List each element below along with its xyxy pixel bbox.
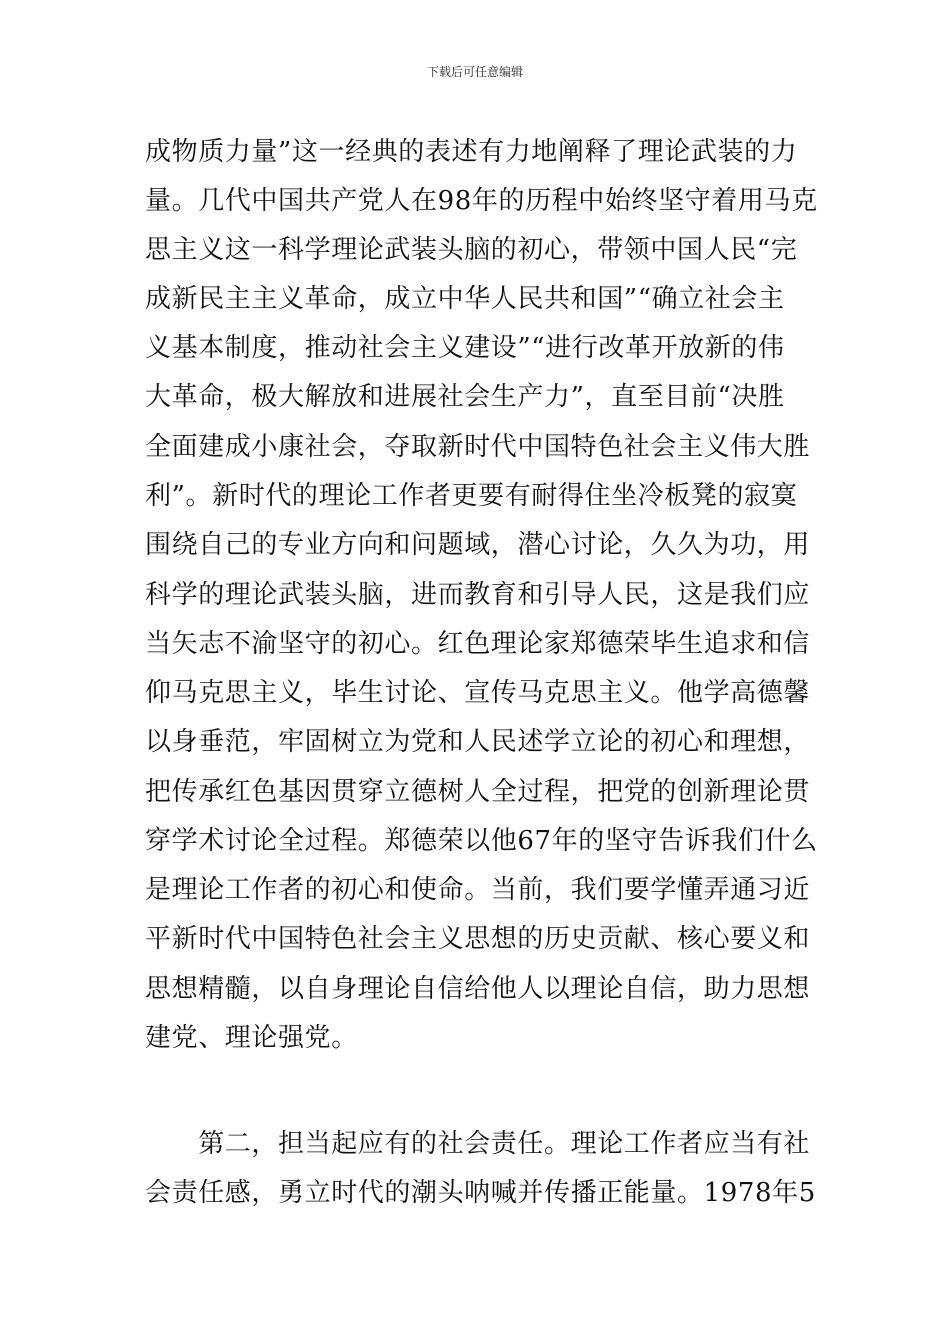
text-line: 思想精髓，以自身理论自信给他人以理论自信，助力思想 — [145, 974, 811, 1004]
text-line: 仰马克思主义，毕生讨论、宣传马克思主义。他学高德馨 — [145, 678, 811, 708]
text-line: 大革命，极大解放和进展社会生产力”，直至目前“决胜 — [145, 382, 785, 412]
text-line: 义基本制度，推动社会主义建设”“进行改革开放新的伟 — [145, 333, 785, 363]
text-line: 思主义这一科学理论武装头脑的初心，带领中国人民“完 — [145, 235, 798, 265]
text-line: 以身垂范，牢固树立为党和人民述学立论的初心和理想， — [145, 727, 811, 757]
text-line: 全面建成小康社会，夺取新时代中国特色社会主义伟大胜 — [145, 432, 811, 462]
text-line: 成新民主主义革命，成立中华人民共和国”“确立社会主 — [145, 284, 785, 314]
text-line: 穿学术讨论全过程。郑德荣以他67年的坚守告诉我们什么 — [145, 826, 818, 856]
text-line: 成物质力量”这一经典的表述有力地阐释了理论武装的力 — [145, 137, 798, 167]
text-line: 会责任感，勇立时代的潮头呐喊并传播正能量。1978年5 — [145, 1178, 816, 1208]
text-line: 利”。新时代的理论工作者更要有耐得住坐冷板凳的寂寞 — [145, 481, 798, 511]
text-line: 第二，担当起应有的社会责任。理论工作者应当有社 — [145, 1129, 811, 1159]
text-line: 平新时代中国特色社会主义思想的历史贡献、核心要义和 — [145, 924, 811, 954]
text-line: 科学的理论武装头脑，进而教育和引导人民，这是我们应 — [145, 580, 811, 610]
page-header: 下载后可任意编辑 — [426, 65, 523, 79]
text-line: 当矢志不渝坚守的初心。红色理论家郑德荣毕生追求和信 — [145, 629, 811, 659]
text-line: 是理论工作者的初心和使命。当前，我们要学懂弄通习近 — [145, 875, 811, 905]
text-line: 建党、理论强党。 — [145, 1023, 358, 1053]
text-line: 量。几代中国共产党人在98年的历程中始终坚守着用马克 — [145, 186, 818, 216]
text-line: 把传承红色基因贯穿立德树人全过程，把党的创新理论贯 — [145, 777, 811, 807]
text-line: 围绕自己的专业方向和问题域，潜心讨论，久久为功，用 — [145, 530, 811, 560]
